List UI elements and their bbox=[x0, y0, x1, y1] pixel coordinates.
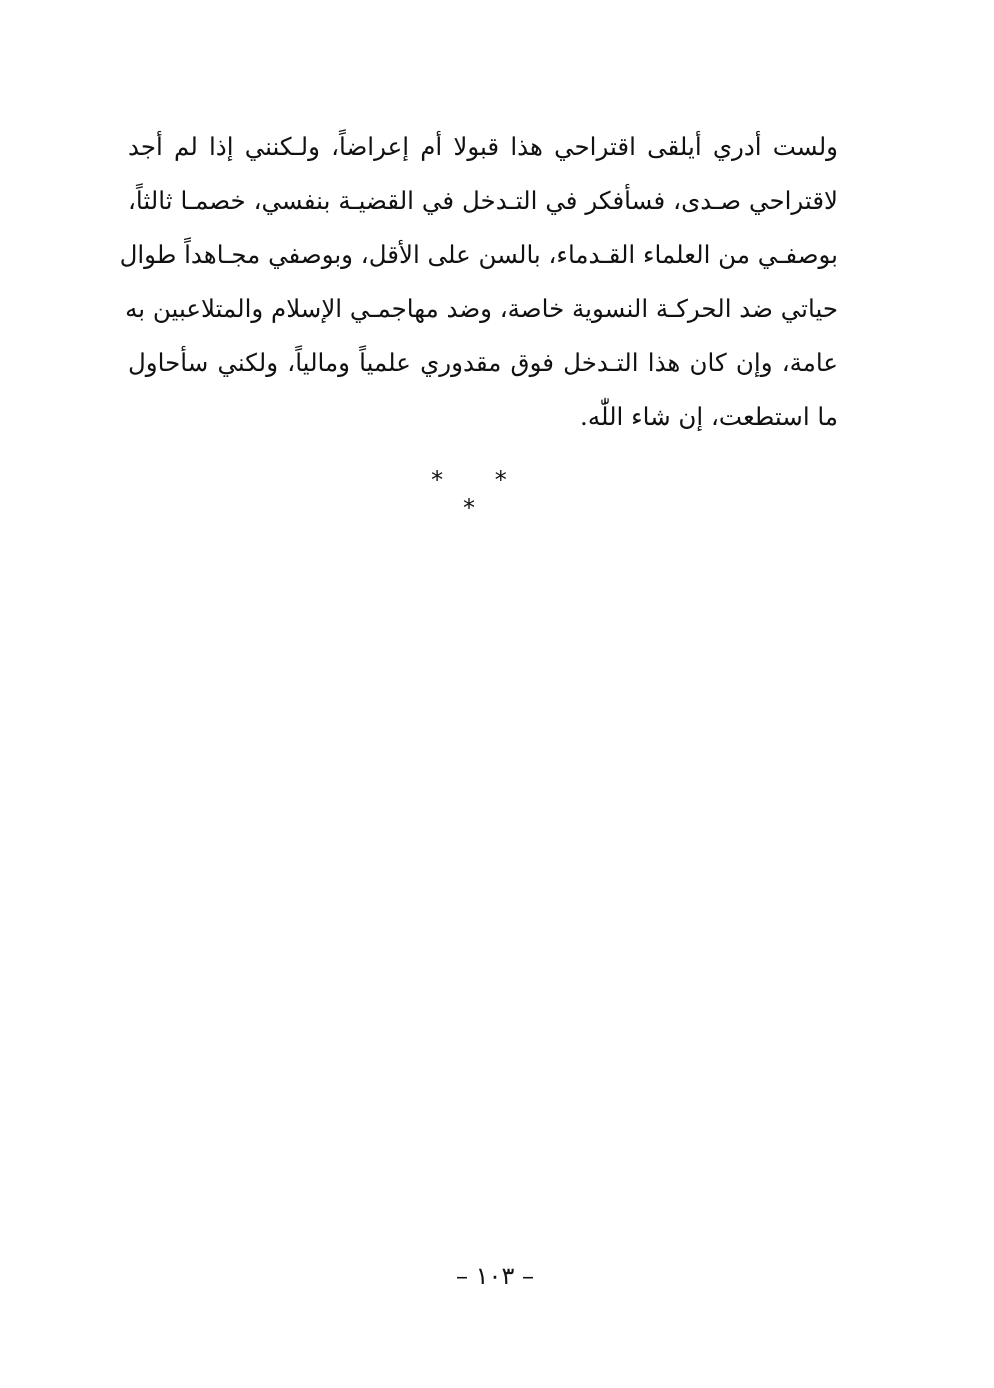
body-paragraph bbox=[119, 120, 838, 444]
page-number: – ١٠٣ – bbox=[456, 1262, 534, 1290]
paragraph-line-6: ما استطعت، إن شاء اللّٰه. bbox=[580, 402, 838, 431]
paragraph-line-3: بوصفـي من العلماء القـدماء، بالسن على الأقل، وبوصفي مجـاهداً طوال bbox=[119, 240, 838, 269]
paragraph-line-5: عامة، وإن كان هذا التـدخل فوق مقدوري علمياً ومالياً، ولكني سأحاول bbox=[128, 348, 838, 377]
paragraph-line-4: حياتي ضد الحركـة النسوية خاصة، وضد مهاجمـي الإسلام والمتلاعبين به bbox=[125, 294, 838, 323]
paragraph-line-1: ولست أدري أيلقى اقتراحي هذا قبولا أم إعراضاً، ولـكنني إذا لم أجد bbox=[128, 132, 838, 161]
paragraph-line-2: لاقتراحي صـدى، فسأفكر في التـدخل في القضيـة بنفسي، خصمـا ثالثاً، bbox=[128, 186, 838, 215]
section-separator: * * * bbox=[431, 466, 529, 522]
